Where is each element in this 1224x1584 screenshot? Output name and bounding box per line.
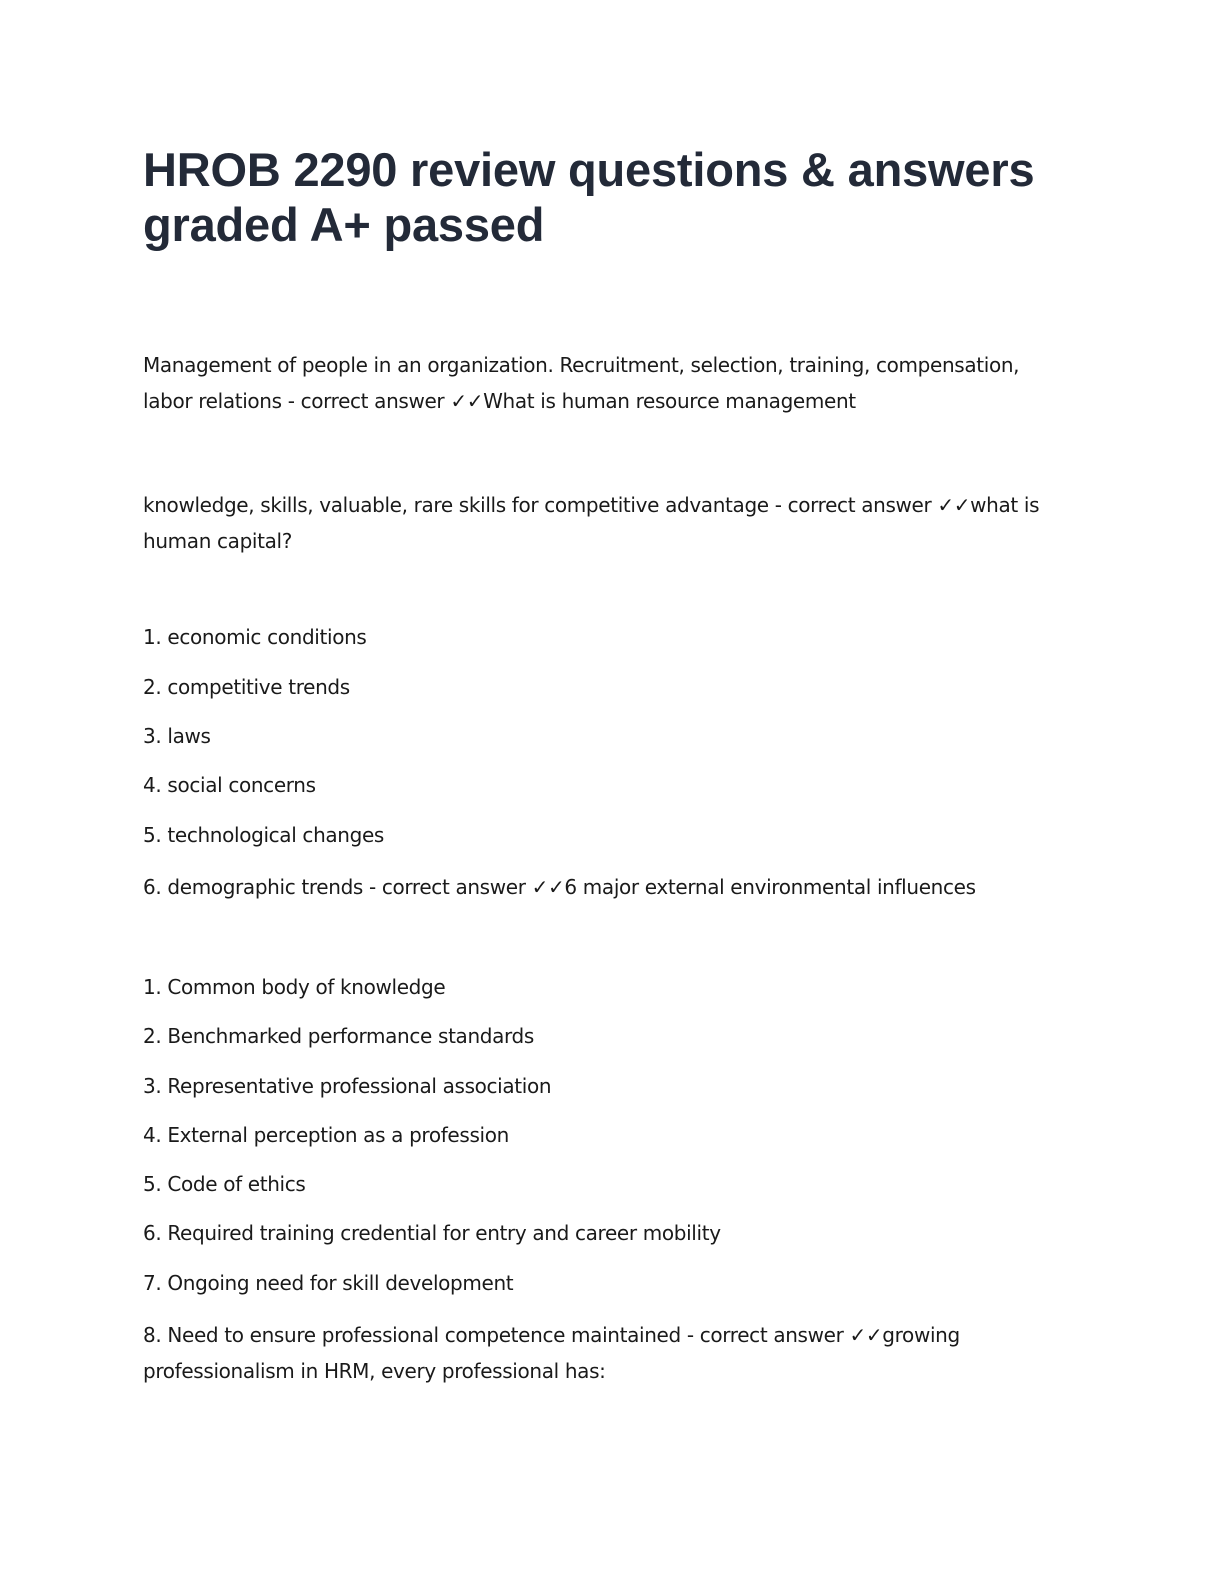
list-item-answer: 8. Need to ensure professional competence maintained - correct answer ✓✓growing professionalism in HRM, every professional has: <box>143 1323 960 1383</box>
list-item: 4. External perception as a profession <box>143 1123 509 1147</box>
document-title: HROB 2290 review questions & answers graded A+ passed <box>143 143 1035 251</box>
list-item: 1. Common body of knowledge <box>143 975 446 999</box>
list-item: 5. technological changes <box>143 823 385 847</box>
list-item: 6. Required training credential for entry and career mobility <box>143 1221 721 1245</box>
list-item: 2. Benchmarked performance standards <box>143 1024 534 1048</box>
list-item: 3. Representative professional association <box>143 1074 552 1098</box>
qa-human-capital: knowledge, skills, valuable, rare skills for competitive advantage - correct answer ✓✓what is human capital? <box>143 493 1040 553</box>
list-item: 5. Code of ethics <box>143 1172 306 1196</box>
list-item-answer: 6. demographic trends - correct answer ✓✓6 major external environmental influences <box>143 875 976 899</box>
list-item: 7. Ongoing need for skill development <box>143 1271 514 1295</box>
list-item: 3. laws <box>143 724 211 748</box>
list-item: 1. economic conditions <box>143 625 367 649</box>
list-item: 4. social concerns <box>143 773 316 797</box>
list-item: 2. competitive trends <box>143 675 350 699</box>
qa-hrm-definition: Management of people in an organization. Recruitment, selection, training, compensation, labor relations - correct answer ✓✓What is human resource management <box>143 353 1020 413</box>
